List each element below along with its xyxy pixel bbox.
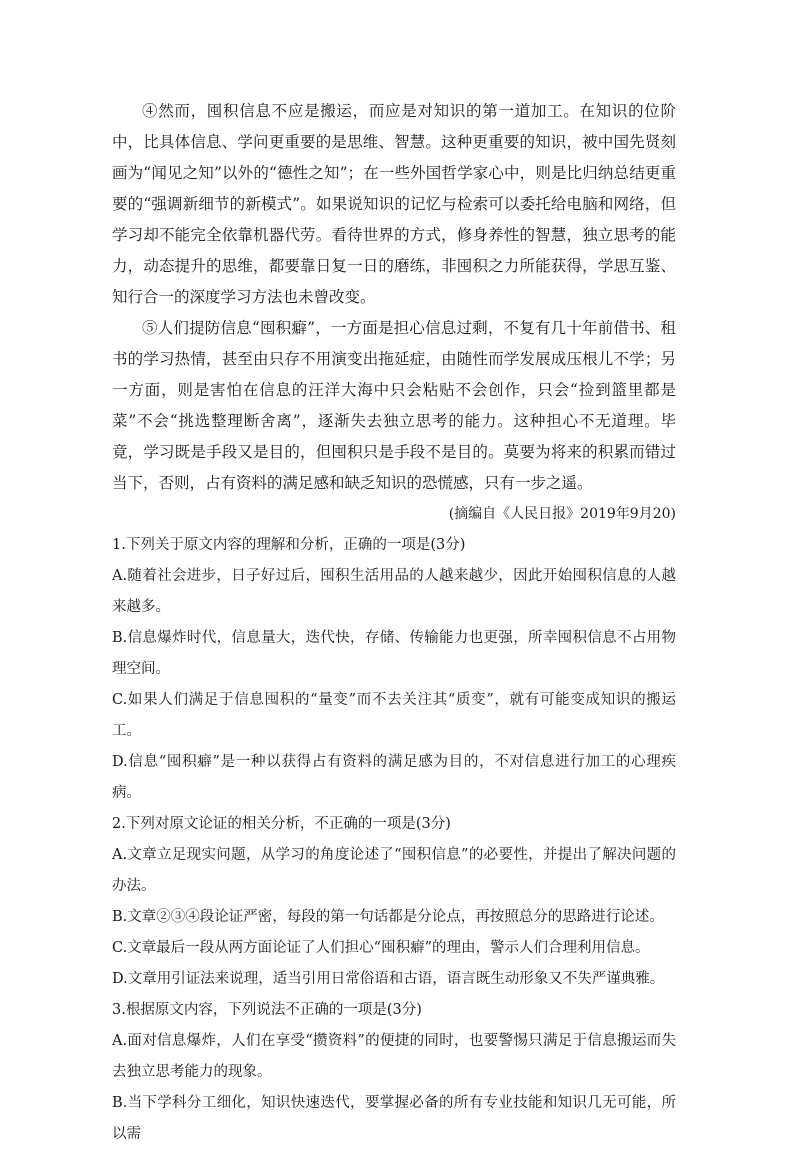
passage-paragraph-4: ④然而，囤积信息不应是搬运，而应是对知识的第一道加工。在知识的位阶中，比具体信息、学问更重要的是思维、智慧。这种更重要的知识，被中国先贤刻画为“闻见之知”以外的“德性之知”；在一些外国哲学家心中，则是比归纳总结更重要的“强调新细节的新模式”。如果说知识的记忆与检索可以委托给电脑和网络，但学习却不能完全依靠机器代劳。看待世界的方式，修身养性的智慧，独立思考的能力，动态提升的思维，都要靠日复一日的磨练，非囤积之力所能获得，学思互鉴、知行合一的深度学习方法也未曾改变。 — [112, 102, 676, 306]
option-d: D.信息“囤积癖”是一种以获得占有资料的满足感为目的，不对信息进行加工的心理疾病。 — [112, 754, 676, 801]
option-b: B.当下学科分工细化，知识快速迭代，要掌握必备的所有专业技能和知识几无可能，所以需 — [112, 1095, 676, 1142]
question-stem: 2.下列对原文论证的相关分析，不正确的一项是(3分) — [112, 816, 451, 832]
option-b: B.文章②③④段论证严密，每段的第一句话都是分论点，再按照总分的思路进行论述。 — [112, 909, 664, 925]
question-1 — [112, 530, 676, 809]
option-a: A.随着社会进步，日子好过后，囤积生活用品的人越来越少，因此开始囤积信息的人越来越多。 — [112, 568, 676, 615]
question-3 — [112, 995, 676, 1150]
question-2 — [112, 809, 676, 995]
option-c: C.如果人们满足于信息囤积的“量变”而不去关注其“质变”，就有可能变成知识的搬运工。 — [112, 692, 676, 739]
option-a: A.面对信息爆炸，人们在享受“攒资料”的便捷的同时，也要警惕只满足于信息搬运而失去独立思考能力的现象。 — [112, 1033, 676, 1080]
question-stem: 3.根据原文内容，下列说法不正确的一项是(3分) — [112, 1002, 422, 1018]
source-citation: (摘编自《人民日报》2019年9月20) — [448, 506, 676, 522]
option-c: C.文章最后一段从两方面论证了人们担心“囤积癖”的理由，警示人们合理利用信息。 — [112, 940, 650, 956]
option-a: A.文章立足现实问题，从学习的角度论述了“囤积信息”的必要性，并提出了解决问题的办法。 — [112, 847, 676, 894]
option-d: D.文章用引证法来说理，适当引用日常俗语和古语，语言既生动形象又不失严谨典雅。 — [112, 971, 665, 987]
passage-paragraph-5: ⑤人们提防信息“囤积癖”，一方面是担心信息过剩，不复有几十年前借书、租书的学习热情，甚至由只存不用演变出拖延症，由随性而学发展成压根儿不学；另一方面，则是害怕在信息的汪洋大海中只会粘贴不会创作，只会“捡到篮里都是菜”不会“挑选整理断舍离”，逐渐失去独立思考的能力。这种担心不无道理。毕竟，学习既是手段又是目的，但囤积只是手段不是目的。莫要为将来的积累而错过当下，否则，占有资料的满足感和缺乏知识的恐慌感，只有一步之遥。 — [112, 319, 676, 492]
option-b: B.信息爆炸时代，信息量大，迭代快，存储、传输能力也更强，所幸囤积信息不占用物理空间。 — [112, 630, 676, 677]
question-stem: 1.下列关于原文内容的理解和分析，正确的一项是(3分) — [112, 537, 466, 553]
